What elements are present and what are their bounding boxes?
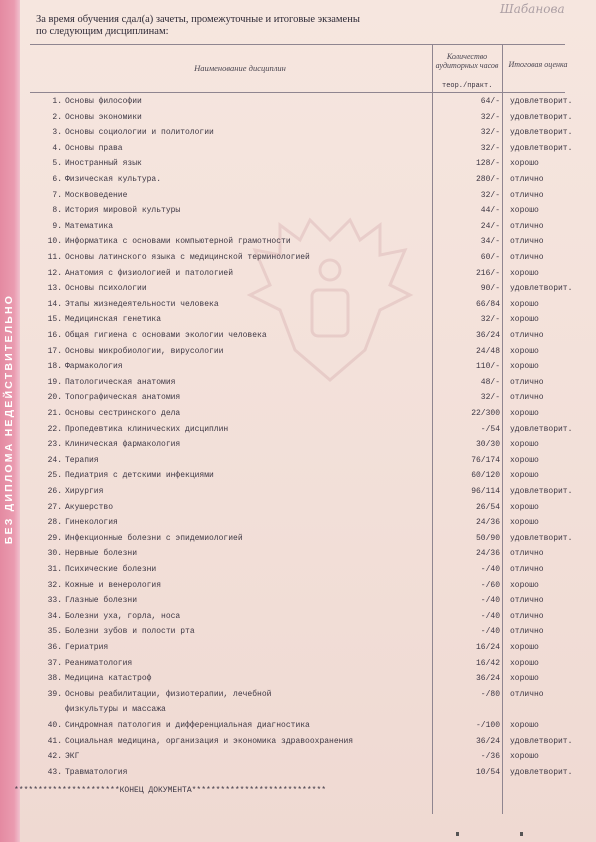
header-text — [36, 14, 456, 38]
hours-value: -/80 — [480, 689, 500, 699]
hours-value: 48/- — [480, 377, 500, 387]
hours-value: 280/- — [475, 175, 500, 184]
hours-value: 30/30 — [475, 440, 500, 450]
hours-value: -/40 — [480, 627, 500, 637]
grade-column-header: Итоговая оценка — [508, 60, 568, 69]
row-number: 10. — [47, 237, 62, 247]
row-number: 36. — [47, 643, 62, 652]
row-number: 16. — [47, 331, 62, 340]
row-number: 43. — [47, 767, 62, 777]
grade-value: удовлетворит. — [510, 97, 573, 106]
row-number: 33. — [47, 596, 62, 606]
hours-value: 36/24 — [475, 674, 500, 684]
table-row — [30, 297, 595, 311]
grade-value: хорошо — [510, 721, 539, 730]
discipline-name: Гериатрия — [65, 643, 109, 652]
grade-value: отлично — [510, 190, 544, 200]
discipline-name: Кожные и венерология — [65, 580, 162, 590]
hours-value: 24/48 — [475, 346, 500, 356]
grade-value: отлично — [510, 175, 544, 184]
row-number: 15. — [47, 315, 62, 325]
hours-value: 16/42 — [475, 658, 500, 668]
discipline-column-header: Наименование дисциплин — [194, 63, 286, 73]
grade-value: удовлетворит. — [510, 112, 573, 122]
grade-value: хорошо — [510, 315, 539, 325]
discipline-name: Социальная медицина, организация и экономика здравоохранения — [65, 736, 354, 746]
grade-value: хорошо — [510, 674, 539, 684]
grade-value: хорошо — [510, 752, 539, 762]
discipline-name: Болезни уха, горла, носа — [65, 611, 181, 621]
discipline-name: Глазные болезни — [65, 596, 138, 606]
discipline-name: Иностранный язык — [65, 159, 142, 169]
table-row — [30, 702, 595, 716]
hours-value: 32/- — [480, 190, 500, 200]
table-row — [30, 515, 595, 529]
discipline-name: Этапы жизнедеятельности человека — [65, 299, 219, 309]
header-line-2: по следующим дисциплинам: — [36, 26, 169, 37]
table-row — [30, 500, 595, 514]
grade-value: хорошо — [510, 268, 539, 278]
discipline-name: Физическая культура. — [65, 175, 162, 184]
hours-value: -/40 — [480, 611, 500, 621]
hours-value: 60/120 — [471, 471, 500, 481]
grade-value: хорошо — [510, 580, 539, 590]
hours-value: 36/24 — [475, 331, 500, 340]
hours-value: 24/36 — [475, 518, 500, 528]
table-row — [30, 468, 595, 482]
hours-value: 32/- — [480, 315, 500, 325]
discipline-name: Общая гигиена с основами экологии человека — [65, 331, 267, 340]
disciplines-table — [30, 44, 595, 814]
hours-value: 26/54 — [475, 502, 500, 512]
grade-value: хорошо — [510, 409, 539, 418]
hours-value: 34/- — [480, 237, 500, 247]
hours-value: 32/- — [480, 143, 500, 153]
row-number: 5. — [52, 159, 62, 169]
discipline-name: Синдромная патология и дифференциальная диагностика — [65, 721, 310, 730]
table-row — [30, 593, 595, 607]
hours-value: 64/- — [480, 97, 500, 106]
grade-value: удовлетворит. — [510, 284, 573, 294]
scan-mark — [520, 832, 523, 836]
row-number: 29. — [47, 533, 62, 543]
table-row — [30, 125, 595, 139]
row-number: 31. — [47, 565, 62, 574]
discipline-name: Болезни зубов и полости рта — [65, 627, 195, 637]
handwritten-note: Шабанова — [500, 2, 565, 16]
row-number: 38. — [47, 674, 62, 684]
row-number: 24. — [47, 455, 62, 465]
row-number: 7. — [52, 190, 62, 200]
grade-value: отлично — [510, 549, 544, 559]
hours-value: 32/- — [480, 393, 500, 403]
table-row — [30, 624, 595, 638]
discipline-name: Психические болезни — [65, 565, 157, 574]
discipline-name: Анатомия с физиологией и патологией — [65, 268, 234, 278]
discipline-name: Математика — [65, 221, 114, 231]
row-number: 11. — [47, 253, 62, 262]
row-number: 27. — [47, 502, 62, 512]
grade-value: отлично — [510, 627, 544, 637]
row-number: 41. — [47, 736, 62, 746]
grade-value: хорошо — [510, 206, 539, 216]
table-row — [30, 281, 595, 295]
hours-value: -/60 — [480, 580, 500, 590]
hours-value: 22/300 — [471, 409, 500, 418]
table-row — [30, 203, 595, 217]
discipline-name: Москвоведение — [65, 190, 128, 200]
row-number: 42. — [47, 752, 62, 762]
row-number: 37. — [47, 658, 62, 668]
table-row — [30, 234, 595, 248]
hours-value: 76/174 — [471, 455, 500, 465]
table-row — [30, 375, 595, 389]
discipline-name: Основы латинского языка с медицинской терминологией — [65, 253, 310, 262]
hours-value: -/40 — [480, 565, 500, 574]
grade-value: удовлетворит. — [510, 487, 573, 496]
grade-value: удовлетворит. — [510, 736, 573, 746]
discipline-name: Пропедевтика клинических дисциплин — [65, 424, 229, 434]
discipline-name: Основы права — [65, 143, 123, 153]
row-number: 34. — [47, 611, 62, 621]
grade-value: хорошо — [510, 643, 539, 652]
discipline-name: Реаниматология — [65, 658, 133, 668]
grade-value: хорошо — [510, 518, 539, 528]
hours-column-subheader: теор./практ. — [442, 82, 493, 90]
table-row — [30, 531, 595, 545]
discipline-name: Терапия — [65, 455, 99, 465]
table-row — [30, 188, 595, 202]
table-row — [30, 422, 595, 436]
hours-value: 60/- — [480, 253, 500, 262]
grade-value: отлично — [510, 611, 544, 621]
grade-value: отлично — [510, 393, 544, 403]
discipline-name: Нервные болезни — [65, 549, 138, 559]
discipline-name: Травматология — [65, 767, 128, 777]
table-row — [30, 546, 595, 560]
table-row — [30, 250, 595, 264]
grade-value: удовлетворит. — [510, 128, 573, 138]
discipline-name: Фармакология — [65, 362, 123, 372]
grade-value: хорошо — [510, 362, 539, 372]
hours-value: 36/24 — [475, 736, 500, 746]
table-row — [30, 453, 595, 467]
hours-value: 216/- — [475, 268, 500, 278]
row-number: 6. — [52, 175, 62, 184]
grade-value: хорошо — [510, 299, 539, 309]
hours-value: 24/- — [480, 221, 500, 231]
table-row — [30, 656, 595, 670]
hours-column-header: Количество аудиторных часов — [435, 52, 499, 70]
hours-value: 44/- — [480, 206, 500, 216]
scan-mark — [456, 832, 459, 836]
grade-value: хорошо — [510, 502, 539, 512]
table-row — [30, 359, 595, 373]
grade-value: удовлетворит. — [510, 424, 573, 434]
discipline-name: Хирургия — [65, 487, 104, 496]
discipline-name: Клиническая фармакология — [65, 440, 181, 450]
side-strip — [0, 0, 20, 842]
table-row — [30, 328, 595, 342]
discipline-name: Медицинская генетика — [65, 315, 162, 325]
header-divider — [30, 92, 565, 93]
table-row — [30, 578, 595, 592]
table-row — [30, 110, 595, 124]
discipline-name: История мировой культуры — [65, 206, 181, 216]
table-row — [30, 562, 595, 576]
row-number: 8. — [52, 206, 62, 216]
hours-value: 90/- — [480, 284, 500, 294]
hours-value: -/40 — [480, 596, 500, 606]
discipline-name: Основы философии — [65, 97, 142, 106]
table-row — [30, 609, 595, 623]
row-number: 14. — [47, 299, 62, 309]
row-number: 13. — [47, 284, 62, 294]
row-number: 40. — [47, 721, 62, 730]
table-row — [30, 344, 595, 358]
discipline-name: Акушерство — [65, 502, 114, 512]
grade-value: отлично — [510, 221, 544, 231]
row-number: 32. — [47, 580, 62, 590]
grade-value: хорошо — [510, 658, 539, 668]
hours-value: 24/36 — [475, 549, 500, 559]
row-number: 21. — [47, 409, 62, 418]
hours-value: 110/- — [475, 362, 500, 372]
hours-value: 32/- — [480, 128, 500, 138]
discipline-name: Гинекология — [65, 518, 118, 528]
row-number: 30. — [47, 549, 62, 559]
grade-value: удовлетворит. — [510, 533, 573, 543]
grade-value: хорошо — [510, 471, 539, 481]
grade-value: отлично — [510, 331, 544, 340]
hours-value: 96/114 — [471, 487, 500, 496]
grade-value: удовлетворит. — [510, 767, 573, 777]
table-row — [30, 94, 595, 108]
row-number: 19. — [47, 377, 62, 387]
discipline-name: Топографическая анатомия — [65, 393, 181, 403]
table-row — [30, 219, 595, 233]
row-number: 12. — [47, 268, 62, 278]
row-number: 3. — [52, 128, 62, 138]
row-number: 25. — [47, 471, 62, 481]
table-row — [30, 671, 595, 685]
table-row — [30, 640, 595, 654]
hours-value: 128/- — [475, 159, 500, 169]
discipline-name: Основы реабилитации, физиотерапии, лечебной — [65, 689, 272, 699]
table-row — [30, 156, 595, 170]
header-line-1: За время обучения сдал(а) зачеты, промежуточные и итоговые экзамены — [36, 14, 360, 25]
grade-value: хорошо — [510, 159, 539, 169]
row-number: 35. — [47, 627, 62, 637]
hours-value: -/100 — [475, 721, 500, 730]
table-row — [30, 484, 595, 498]
grade-value: хорошо — [510, 440, 539, 450]
grade-value: отлично — [510, 565, 544, 574]
hours-value: 16/24 — [475, 643, 500, 652]
end-of-document-line: **********************КОНЕЦ ДОКУМЕНТА**************************** — [14, 786, 327, 795]
table-row — [30, 312, 595, 326]
discipline-name: ЭКГ — [65, 752, 80, 762]
table-row — [30, 734, 595, 748]
table-row — [30, 406, 595, 420]
table-top-border — [30, 44, 565, 45]
hours-value: 32/- — [480, 112, 500, 122]
row-number: 39. — [47, 689, 62, 699]
grade-value: хорошо — [510, 346, 539, 356]
table-row — [30, 765, 595, 779]
table-row — [30, 172, 595, 186]
table-row — [30, 749, 595, 763]
discipline-name: Информатика с основами компьютерной грамотности — [65, 237, 291, 247]
discipline-name: Медицина катастроф — [65, 674, 152, 684]
hours-value: 50/90 — [475, 533, 500, 543]
grade-value: отлично — [510, 253, 544, 262]
table-row — [30, 687, 595, 701]
row-number: 23. — [47, 440, 62, 450]
row-number: 18. — [47, 362, 62, 372]
table-row — [30, 437, 595, 451]
discipline-name: Основы социологии и политологии — [65, 128, 214, 138]
discipline-name: Педиатрия с детскими инфекциями — [65, 471, 214, 481]
row-number: 9. — [52, 221, 62, 231]
discipline-name: Основы микробиологии, вирусологии — [65, 346, 224, 356]
row-number: 1. — [52, 97, 62, 106]
grade-value: отлично — [510, 377, 544, 387]
hours-value: 66/84 — [475, 299, 500, 309]
discipline-name: Патологическая анатомия — [65, 377, 176, 387]
hours-value: -/36 — [480, 752, 500, 762]
row-number: 20. — [47, 393, 62, 403]
grade-value: отлично — [510, 237, 544, 247]
table-row — [30, 390, 595, 404]
hours-value: 10/54 — [475, 767, 500, 777]
discipline-name: Основы экономики — [65, 112, 142, 122]
row-number: 26. — [47, 487, 62, 496]
grade-value: отлично — [510, 689, 544, 699]
side-banner-text: БЕЗ ДИПЛОМА НЕДЕЙСТВИТЕЛЬНО — [3, 293, 15, 545]
row-number: 28. — [47, 518, 62, 528]
grade-value: отлично — [510, 596, 544, 606]
table-row — [30, 718, 595, 732]
grade-value: удовлетворит. — [510, 143, 573, 153]
discipline-name: физкультуры и массажа — [65, 705, 166, 715]
row-number: 2. — [52, 112, 62, 122]
row-number: 17. — [47, 346, 62, 356]
row-number: 22. — [47, 424, 62, 434]
discipline-name: Основы сестринского дела — [65, 409, 181, 418]
grade-value: хорошо — [510, 455, 539, 465]
table-row — [30, 141, 595, 155]
discipline-name: Основы психологии — [65, 284, 147, 294]
row-number: 4. — [52, 143, 62, 153]
discipline-name: Инфекционные болезни с эпидемиологией — [65, 533, 243, 543]
table-row — [30, 266, 595, 280]
hours-value: -/54 — [480, 424, 500, 434]
